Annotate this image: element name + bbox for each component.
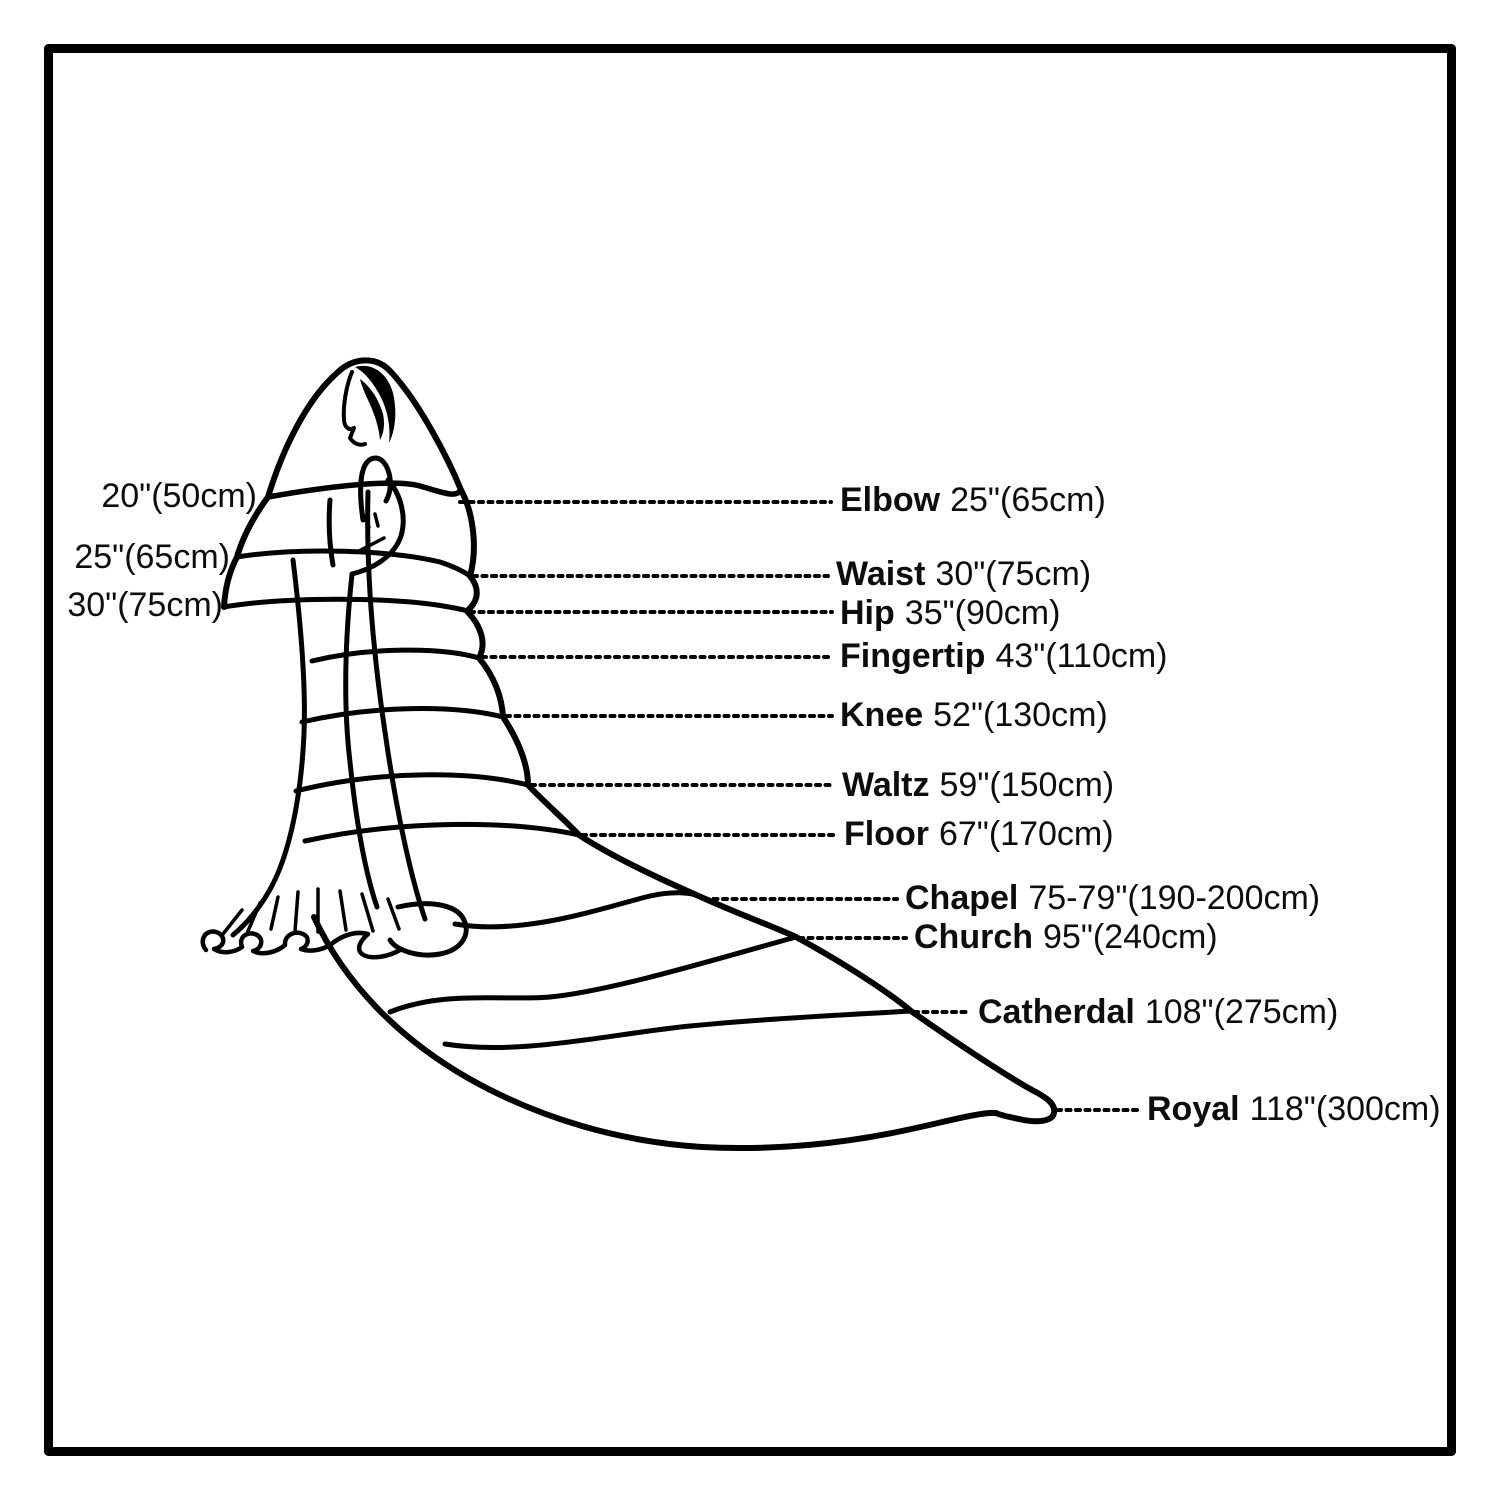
- veil-tier-line-fingertip: [312, 650, 479, 661]
- label-catherdal-name: Catherdal: [978, 993, 1135, 1031]
- label-floor-measurement: 67"(170cm): [938, 815, 1114, 853]
- label-left-30in: [67, 588, 223, 622]
- label-knee-name: Knee: [840, 696, 924, 734]
- label-fingertip: [840, 639, 1168, 673]
- label-hip-name: Hip: [840, 594, 895, 632]
- label-chapel-name: Chapel: [905, 879, 1019, 917]
- label-church: [914, 920, 1218, 954]
- label-hip-measurement: 35"(90cm): [904, 594, 1061, 632]
- label-royal: [1147, 1092, 1441, 1126]
- label-chapel-measurement: 75-79"(190-200cm): [1028, 879, 1321, 917]
- label-catherdal-measurement: 108"(275cm): [1144, 993, 1339, 1031]
- label-church-measurement: 95"(240cm): [1043, 918, 1218, 956]
- label-left-20in: [101, 479, 257, 513]
- label-knee-measurement: 52"(130cm): [933, 696, 1108, 734]
- veil-tier-line-waltz: [296, 775, 528, 791]
- label-royal-measurement: 118"(300cm): [1249, 1090, 1441, 1128]
- veil-tier-line-chapel: [455, 893, 701, 927]
- frame-border: [49, 49, 1452, 1452]
- veil-tier-line-elbow: [268, 483, 461, 497]
- label-waist-name: Waist: [836, 555, 926, 593]
- veil-head-outline: [268, 360, 461, 497]
- label-elbow-name: Elbow: [840, 481, 941, 519]
- dress-back-outline: [233, 560, 304, 935]
- label-waltz-name: Waltz: [842, 766, 930, 804]
- label-floor: [844, 817, 1114, 851]
- label-left-30in-text: 30"(75cm): [67, 586, 223, 624]
- label-catherdal: [978, 995, 1338, 1029]
- veil-tier-line-catherdal: [445, 1011, 911, 1048]
- veil-tier-line-floor: [305, 824, 579, 841]
- label-hip: [840, 596, 1060, 630]
- label-floor-name: Floor: [844, 815, 929, 853]
- label-left-25in: [74, 540, 230, 574]
- dress-bodice-line: [329, 500, 333, 565]
- label-elbow: [840, 483, 1106, 517]
- label-knee: [840, 698, 1108, 732]
- label-church-name: Church: [914, 918, 1033, 956]
- bride-arm: [361, 458, 391, 520]
- label-left-20in-text: 20"(50cm): [101, 477, 257, 515]
- label-waltz: [842, 768, 1114, 802]
- label-waist-measurement: 30"(75cm): [935, 555, 1092, 593]
- label-waist: [836, 557, 1091, 591]
- label-waltz-measurement: 59"(150cm): [939, 766, 1115, 804]
- veil-tier-line-knee: [302, 709, 503, 722]
- label-fingertip-name: Fingertip: [840, 637, 986, 675]
- label-left-25in-text: 25"(65cm): [74, 538, 230, 576]
- label-elbow-measurement: 25"(65cm): [950, 481, 1106, 519]
- hem-ruffle-loop: [390, 904, 466, 955]
- label-fingertip-measurement: 43"(110cm): [995, 637, 1168, 675]
- label-chapel: [905, 881, 1320, 915]
- veil-tier-line-hip: [224, 599, 467, 611]
- label-royal-name: Royal: [1147, 1090, 1240, 1128]
